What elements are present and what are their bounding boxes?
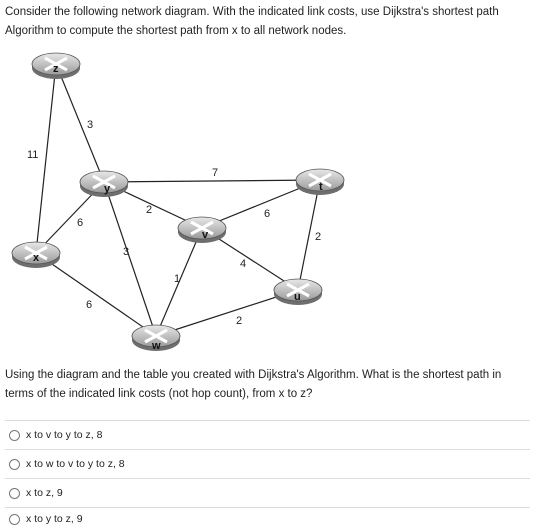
answer-option-2[interactable] [5,449,530,478]
network-diagram [0,40,360,360]
svg-text:v: v [202,229,209,241]
cost-label-v-u: 4 [240,258,247,270]
question-prompt: Using the diagram and the table you created with Dijkstra's Algorithm. What is the shortest path in terms of the indicated link costs (not hop count), from x to z? [5,369,502,400]
svg-text:t: t [319,181,323,193]
cost-label-y-t: 7 [212,167,219,179]
answer-option-label: x to z, 9 [26,487,63,499]
cost-label-y-w: 3 [123,246,130,258]
cost-label-v-t: 6 [264,208,271,220]
link-x-z [36,64,56,253]
cost-label-y-z: 3 [87,119,94,131]
cost-label-t-u: 2 [315,231,322,243]
router-y [80,171,128,197]
router-z [32,53,80,79]
router-w [132,325,180,352]
svg-text:y: y [104,183,111,195]
radio-button[interactable] [9,430,20,441]
cost-label-y-v: 2 [146,204,153,216]
answer-option-label: x to y to z, 9 [26,513,83,525]
answer-option-label: x to v to y to z, 8 [26,429,103,441]
svg-text:w: w [152,340,161,352]
cost-label-w-u: 2 [236,315,243,327]
cost-label-v-w: 1 [174,273,181,285]
link-y-z [56,64,104,182]
svg-text:z: z [53,63,59,75]
answer-option-label: x to w to v to y to z, 8 [26,458,125,470]
radio-button[interactable] [9,514,20,525]
cost-label-x-y: 6 [77,217,84,229]
cost-label-x-z: 11 [27,149,39,161]
answer-option-1[interactable] [5,420,530,449]
question-intro: Consider the following network diagram. With the indicated link costs, use Dijkstra's shortest path Algorithm to compute the shortest path from x to all network nodes. [5,6,499,37]
link-y-t [104,180,320,182]
cost-label-x-w: 6 [86,299,93,311]
answer-option-4[interactable] [5,507,530,530]
answer-option-3[interactable] [5,478,530,507]
link-x-w [36,253,156,336]
radio-button[interactable] [9,488,20,499]
svg-text:x: x [33,252,40,264]
router-x [12,242,60,268]
router-u [274,279,322,305]
radio-button[interactable] [9,459,20,470]
router-t [296,169,344,195]
router-v [178,217,226,243]
svg-text:u: u [294,291,301,303]
